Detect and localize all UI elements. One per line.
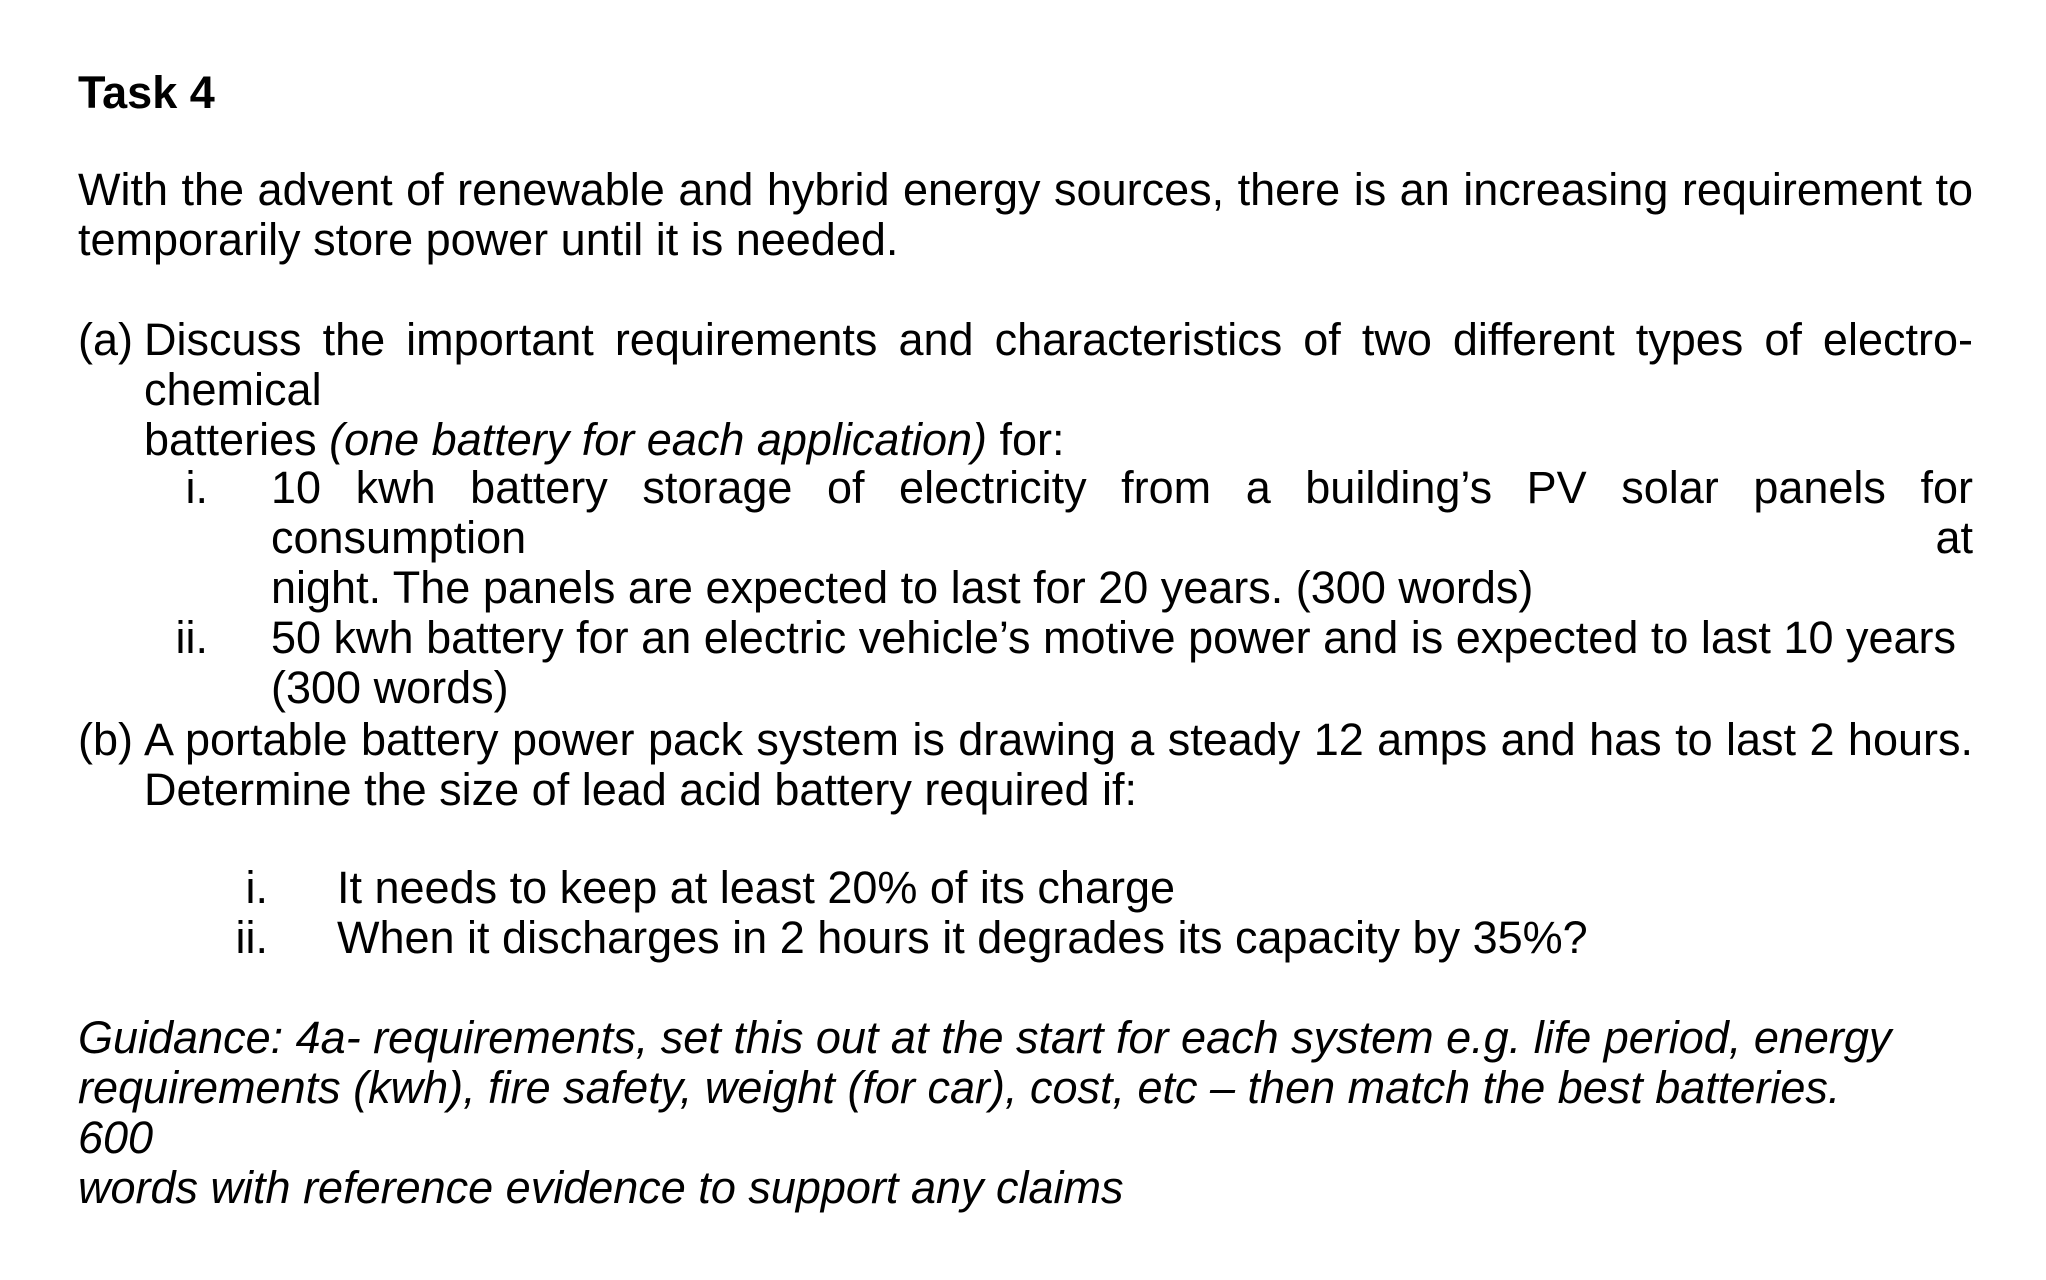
guidance-paragraph bbox=[78, 1013, 1898, 1213]
part-a-line-2 bbox=[144, 415, 1973, 465]
document-page bbox=[78, 0, 1978, 1280]
part-a-text bbox=[144, 315, 1973, 465]
list-item-text bbox=[271, 463, 1973, 613]
list-item-text bbox=[271, 613, 1973, 713]
part-b-item-2 bbox=[78, 913, 1973, 963]
list-item-line-1: 10 kwh battery storage of electricity from a building’s PV solar panels for consumption at bbox=[271, 462, 1973, 563]
intro-line-1: With the advent of renewable and hybrid energy sources, there is an increasing requirement to bbox=[78, 164, 1973, 215]
list-item-line-1: It needs to keep at least 20% of its charge bbox=[337, 862, 1176, 913]
guidance-line-3: words with reference evidence to support any claims bbox=[78, 1162, 1124, 1213]
part-b-heading bbox=[78, 715, 1973, 815]
intro-paragraph bbox=[78, 165, 1973, 265]
list-item-line-2: (300 words) bbox=[271, 662, 509, 713]
guidance-line-2: requirements (kwh), fire safety, weight (for car), cost, etc – then match the best batteries. 600 bbox=[78, 1062, 1841, 1163]
intro-line-2: temporarily store power until it is needed. bbox=[78, 214, 899, 265]
part-a-marker: (a) bbox=[78, 314, 133, 365]
part-a-item-2 bbox=[78, 613, 1973, 713]
part-b-item-1 bbox=[78, 863, 1973, 913]
part-a-line-2-start: batteries bbox=[144, 414, 330, 465]
list-numeral: ii. bbox=[235, 912, 268, 963]
list-item-text bbox=[337, 913, 1973, 963]
part-a-line-2-end: for: bbox=[987, 414, 1065, 465]
part-a-line-2-italic: (one battery for each application) bbox=[329, 414, 987, 465]
list-item-line-2: night. The panels are expected to last for 20 years. (300 words) bbox=[271, 562, 1534, 613]
list-numeral: ii. bbox=[175, 612, 208, 663]
task-title: Task 4 bbox=[78, 67, 215, 118]
list-numeral: i. bbox=[185, 462, 208, 513]
list-item-line-1: 50 kwh battery for an electric vehicle’s motive power and is expected to last 10 years bbox=[271, 612, 1957, 663]
list-item-line-1: When it discharges in 2 hours it degrades its capacity by 35%? bbox=[337, 912, 1588, 963]
part-b-list bbox=[78, 863, 1973, 963]
part-a-heading bbox=[78, 315, 1973, 465]
part-b bbox=[78, 715, 1973, 815]
part-a-list bbox=[78, 463, 1973, 713]
part-b-line-2: Determine the size of lead acid battery required if: bbox=[144, 764, 1138, 815]
part-a bbox=[78, 315, 1973, 465]
part-b-text bbox=[144, 715, 1973, 815]
list-item-text bbox=[337, 863, 1973, 913]
list-numeral: i. bbox=[245, 862, 268, 913]
part-b-line-1: A portable battery power pack system is drawing a steady 12 amps and has to last 2 hours. bbox=[144, 714, 1973, 765]
part-a-item-1 bbox=[78, 463, 1973, 613]
part-a-line-1: Discuss the important requirements and characteristics of two different types of electro-chemical bbox=[144, 314, 1973, 415]
part-b-marker: (b) bbox=[78, 714, 133, 765]
guidance-line-1: Guidance: 4a- requirements, set this out at the start for each system e.g. life period, energy bbox=[78, 1012, 1892, 1063]
